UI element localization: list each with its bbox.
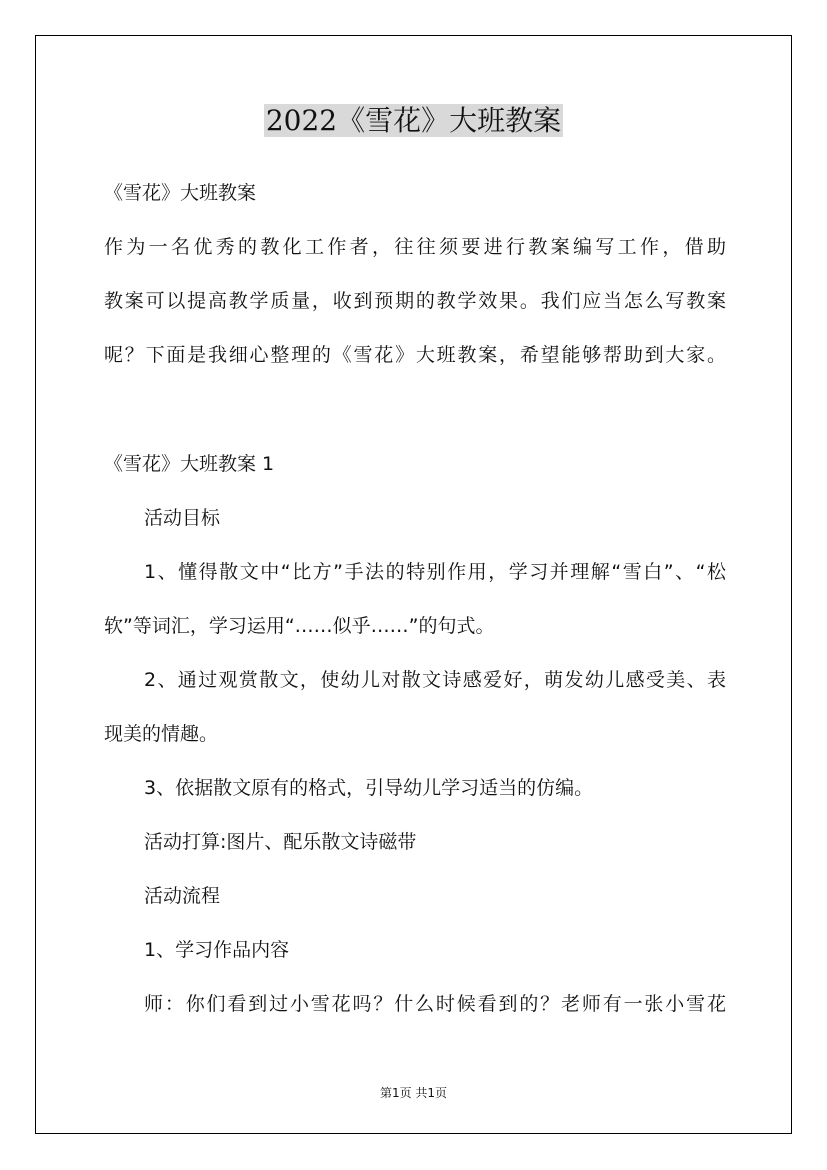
goal-3: 3、依据散文原有的格式，引导幼儿学习适当的仿编。	[144, 777, 594, 799]
intro-line-3: 呢？下面是我细心整理的《雪花》大班教案，希望能够帮助到大家。	[104, 344, 726, 366]
goal-1-line-1: 1、懂得散文中“比方”手法的特别作用，学习并理解“雪白”、“松	[144, 561, 726, 583]
intro-line-1: 作为一名优秀的教化工作者，往往须要进行教案编写工作，借助	[104, 236, 726, 258]
step-1: 1、学习作品内容	[144, 939, 290, 961]
materials: 活动打算:图片、配乐散文诗磁带	[144, 831, 417, 853]
section-heading: 《雪花》大班教案 1	[104, 453, 275, 475]
document-title: 2022《雪花》大班教案	[265, 104, 562, 137]
intro-line-2: 教案可以提高教学质量，收到预期的教学效果。我们应当怎么写教案	[104, 290, 726, 312]
goals-heading: 活动目标	[144, 507, 221, 529]
process-heading: 活动流程	[144, 885, 221, 907]
page-footer: 第1页 共1页	[379, 1086, 448, 1100]
goal-1-line-2: 软”等词汇，学习运用“……似乎……”的句式。	[104, 615, 495, 637]
subtitle: 《雪花》大班教案	[104, 182, 257, 204]
goal-2-line-1: 2、通过观赏散文，使幼儿对散文诗感爱好，萌发幼儿感受美、表	[144, 669, 726, 691]
goal-2-line-2: 现美的情趣。	[104, 723, 219, 745]
teacher-line: 师：你们看到过小雪花吗？什么时候看到的？老师有一张小雪花	[144, 993, 726, 1015]
